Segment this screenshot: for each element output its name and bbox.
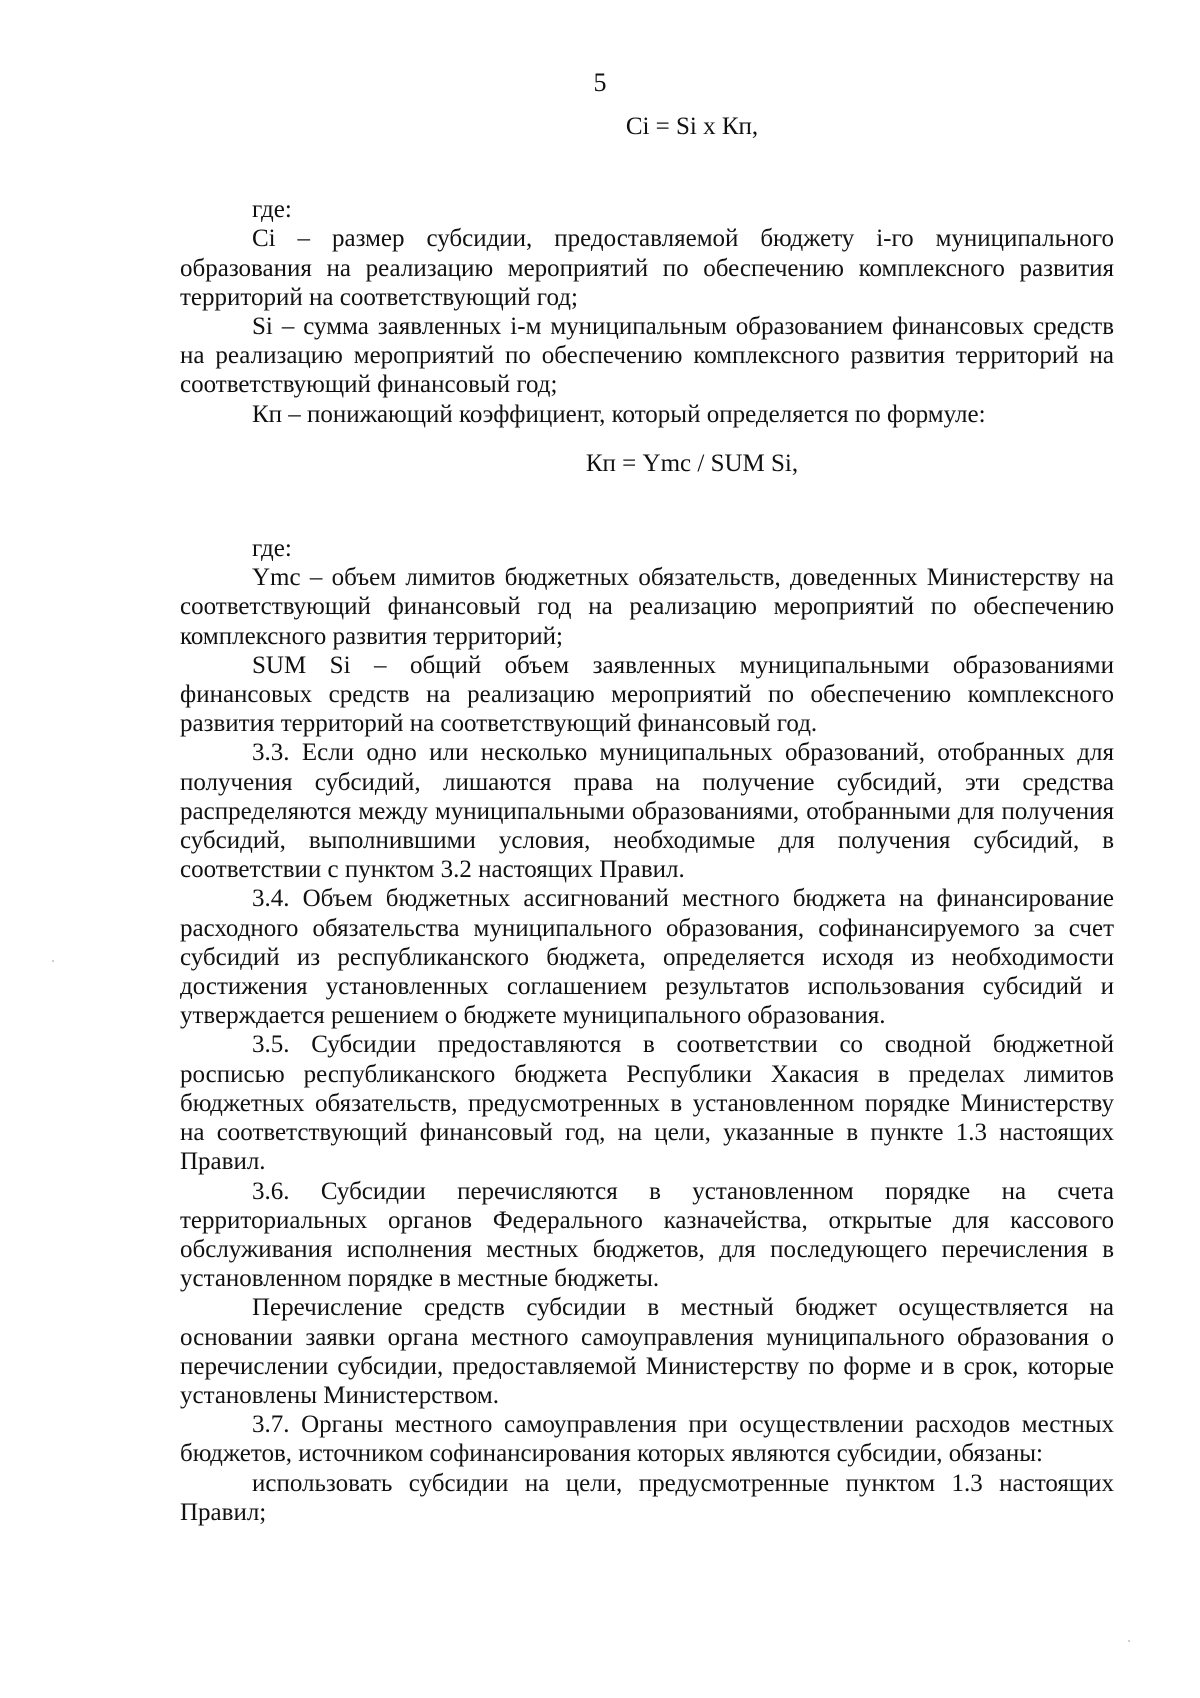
paragraph-3-4: 3.4. Объем бюджетных ассигнований местного бюджета на финансирование расходного обязательства муниципального образования, софинансируемого за счет субсидий из республиканского бюджета, определяется исходя из необходимости достижения установленных соглашением результатов использования субсидий и утверждается решением о бюджете муниципального образования. bbox=[180, 885, 1114, 1030]
formula-kp: Кп = Ymc / SUM Si, bbox=[585, 449, 799, 477]
paragraph-3-7: 3.7. Органы местного самоуправления при осуществлении расходов местных бюджетов, источником софинансирования которых являются субсидии, обязаны: bbox=[180, 1411, 1114, 1468]
where-label-2: где: bbox=[252, 535, 292, 563]
definition-kp: Кп – понижающий коэффициент, который определяется по формуле: bbox=[252, 400, 986, 428]
page-number: 5 bbox=[593, 68, 607, 97]
paragraph-3-3: 3.3. Если одно или несколько муниципальных образований, отобранных для получения субсидий, лишаются права на получение субсидий, эти средства распределяются между муниципальными образованиями, отобранными для получения субсидий, выполнившими условия, необходимые для получения субсидий, в соответствии с пунктом 3.2 настоящих Правил. bbox=[180, 739, 1114, 884]
paragraph-use-subsidies: использовать субсидии на цели, предусмотренные пунктом 1.3 настоящих Правил; bbox=[180, 1469, 1114, 1526]
definition-ci: Ci – размер субсидии, предоставляемой бюджету i-го муниципального образования на реализацию мероприятий по обеспечению комплексного развития территорий на соответствующий год; bbox=[180, 225, 1114, 311]
paragraph-3-5: 3.5. Субсидии предоставляются в соответствии со сводной бюджетной росписью республиканского бюджета Республики Хакасия в пределах лимитов бюджетных обязательств, предусмотренных в установленном порядке Министерству на соответствующий финансовый год, на цели, указанные в пункте 1.3 настоящих Правил. bbox=[180, 1031, 1114, 1176]
where-label-1: где: bbox=[252, 196, 292, 224]
scan-speck bbox=[1128, 1640, 1130, 1642]
formula-ci: Ci = Si x Кп, bbox=[625, 113, 759, 140]
document-body bbox=[180, 112, 1114, 1527]
paragraph-transfer: Перечисление средств субсидии в местный бюджет осуществляется на основании заявки органа местного самоуправления муниципального образования о перечислении субсидии, предоставляемой Министерству по форме и в срок, которые установлены Министерством. bbox=[180, 1294, 1114, 1409]
paragraph-3-6: 3.6. Субсидии перечисляются в установленном порядке на счета территориальных органов Федерального казначейства, открытые для кассового обслуживания исполнения местных бюджетов, для последующего перечисления в установленном порядке в местные бюджеты. bbox=[180, 1177, 1114, 1293]
definition-ymc: Ymc – объем лимитов бюджетных обязательств, доведенных Министерству на соответствующий финансовый год на реализацию мероприятий по обеспечению комплексного развития территорий; bbox=[180, 564, 1114, 650]
definition-sum-si: SUM Si – общий объем заявленных муниципальными образованиями финансовых средств на реализацию мероприятий по обеспечению комплексного развития территорий на соответствующий финансовый год. bbox=[180, 651, 1114, 738]
definition-si: Si – сумма заявленных i-м муниципальным образованием финансовых средств на реализацию мероприятий по обеспечению комплексного развития территорий на соответствующий финансовый год; bbox=[180, 313, 1114, 399]
scan-speck bbox=[52, 960, 54, 962]
